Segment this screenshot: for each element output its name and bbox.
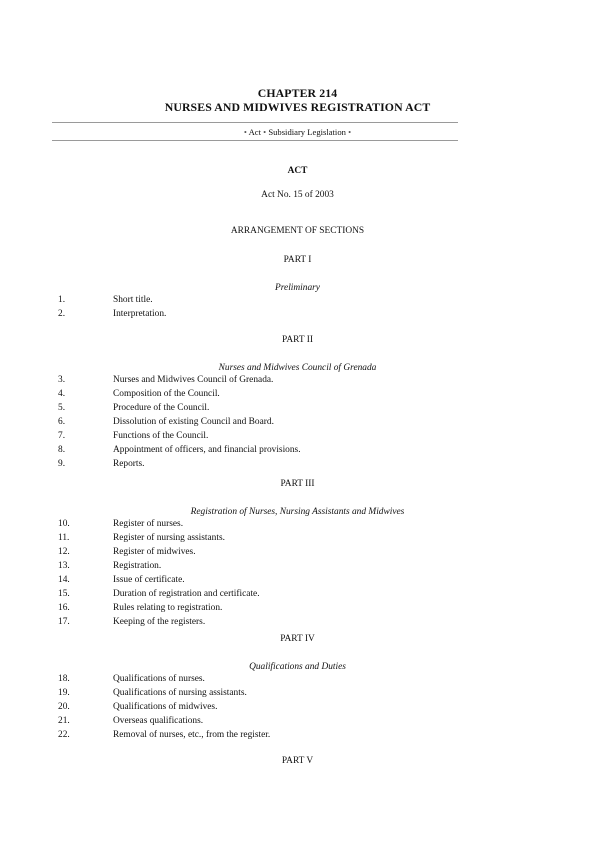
section-entry: [0, 702, 595, 716]
section-entry: [0, 445, 595, 459]
section-entry: [0, 603, 595, 617]
subsidiary-legislation-link[interactable]: Subsidiary Legislation: [268, 127, 346, 137]
section-number: 9.: [58, 459, 66, 469]
part-label: PART I: [283, 255, 312, 265]
section-entry: [0, 375, 595, 389]
section-number: 17.: [58, 617, 70, 627]
section-number: 5.: [58, 403, 66, 413]
nav-bullet: •: [263, 127, 267, 137]
section-entry: [0, 547, 595, 561]
section-number: 21.: [58, 716, 70, 726]
section-number: 8.: [58, 445, 66, 455]
section-title[interactable]: Procedure of the Council.: [113, 403, 210, 413]
part-label: PART IV: [280, 634, 315, 644]
section-title[interactable]: Qualifications of nurses.: [113, 674, 205, 684]
section-number: 13.: [58, 561, 70, 571]
top-divider: [52, 122, 458, 123]
section-entry: [0, 309, 595, 323]
section-number: 6.: [58, 417, 66, 427]
section-title[interactable]: Interpretation.: [113, 309, 167, 319]
section-title[interactable]: Qualifications of nursing assistants.: [113, 688, 247, 698]
section-number: 16.: [58, 603, 70, 613]
section-title[interactable]: Functions of the Council.: [113, 431, 209, 441]
section-number: 14.: [58, 575, 70, 585]
section-entry: [0, 417, 595, 431]
section-entry: [0, 617, 595, 631]
section-title[interactable]: Dissolution of existing Council and Board.: [113, 417, 274, 427]
section-number: 11.: [58, 533, 70, 543]
section-entry: [0, 459, 595, 473]
section-entry: [0, 716, 595, 730]
section-title[interactable]: Registration.: [113, 561, 162, 571]
nav-links: [0, 127, 595, 137]
section-title[interactable]: Register of nursing assistants.: [113, 533, 225, 543]
part-label: PART III: [280, 479, 315, 489]
section-title[interactable]: Composition of the Council.: [113, 389, 220, 399]
act-number: Act No. 15 of 2003: [261, 190, 334, 200]
section-number: 2.: [58, 309, 66, 319]
section-entry: [0, 730, 595, 744]
section-number: 22.: [58, 730, 70, 740]
bottom-divider: [52, 140, 458, 141]
part-title: Qualifications and Duties: [249, 662, 346, 672]
section-title[interactable]: Short title.: [113, 295, 153, 305]
nav-bullet: •: [348, 127, 352, 137]
nav-bullet: •: [243, 127, 247, 137]
section-number: 15.: [58, 589, 70, 599]
section-title[interactable]: Keeping of the registers.: [113, 617, 206, 627]
section-number: 12.: [58, 547, 70, 557]
section-title[interactable]: Removal of nurses, etc., from the register.: [113, 730, 271, 740]
section-entry: [0, 403, 595, 417]
section-number: 7.: [58, 431, 66, 441]
section-title[interactable]: Duration of registration and certificate.: [113, 589, 260, 599]
section-number: 10.: [58, 519, 70, 529]
section-entry: [0, 519, 595, 533]
chapter-title: CHAPTER 214: [257, 86, 338, 100]
section-title[interactable]: Register of midwives.: [113, 547, 196, 557]
section-entry: [0, 431, 595, 445]
section-title[interactable]: Qualifications of midwives.: [113, 702, 218, 712]
section-entry: [0, 295, 595, 309]
act-link[interactable]: Act: [248, 127, 262, 137]
section-number: 3.: [58, 375, 66, 385]
section-entry: [0, 561, 595, 575]
part-title: Registration of Nurses, Nursing Assistants and Midwives: [190, 507, 405, 517]
section-title[interactable]: Register of nurses.: [113, 519, 184, 529]
section-number: 18.: [58, 674, 70, 684]
section-number: 1.: [58, 295, 66, 305]
section-title[interactable]: Rules relating to registration.: [113, 603, 223, 613]
section-title[interactable]: Nurses and Midwives Council of Grenada.: [113, 375, 274, 385]
section-number: 4.: [58, 389, 66, 399]
section-title[interactable]: Overseas qualifications.: [113, 716, 204, 726]
section-entry: [0, 533, 595, 547]
section-number: 19.: [58, 688, 70, 698]
part-title: Preliminary: [275, 283, 320, 293]
part-label: PART V: [281, 756, 314, 766]
section-title[interactable]: Reports.: [113, 459, 145, 469]
part-title: Nurses and Midwives Council of Grenada: [218, 363, 377, 373]
section-title[interactable]: Appointment of officers, and financial provisions.: [113, 445, 301, 455]
act-heading: ACT: [287, 166, 308, 176]
section-entry: [0, 389, 595, 403]
section-entry: [0, 688, 595, 702]
section-number: 20.: [58, 702, 70, 712]
section-entry: [0, 674, 595, 688]
section-entry: [0, 575, 595, 589]
arrangement-heading: ARRANGEMENT OF SECTIONS: [230, 226, 365, 236]
section-entry: [0, 589, 595, 603]
part-label: PART II: [282, 335, 313, 345]
section-title[interactable]: Issue of certificate.: [113, 575, 185, 585]
act-title: NURSES AND MIDWIVES REGISTRATION ACT: [164, 100, 431, 114]
